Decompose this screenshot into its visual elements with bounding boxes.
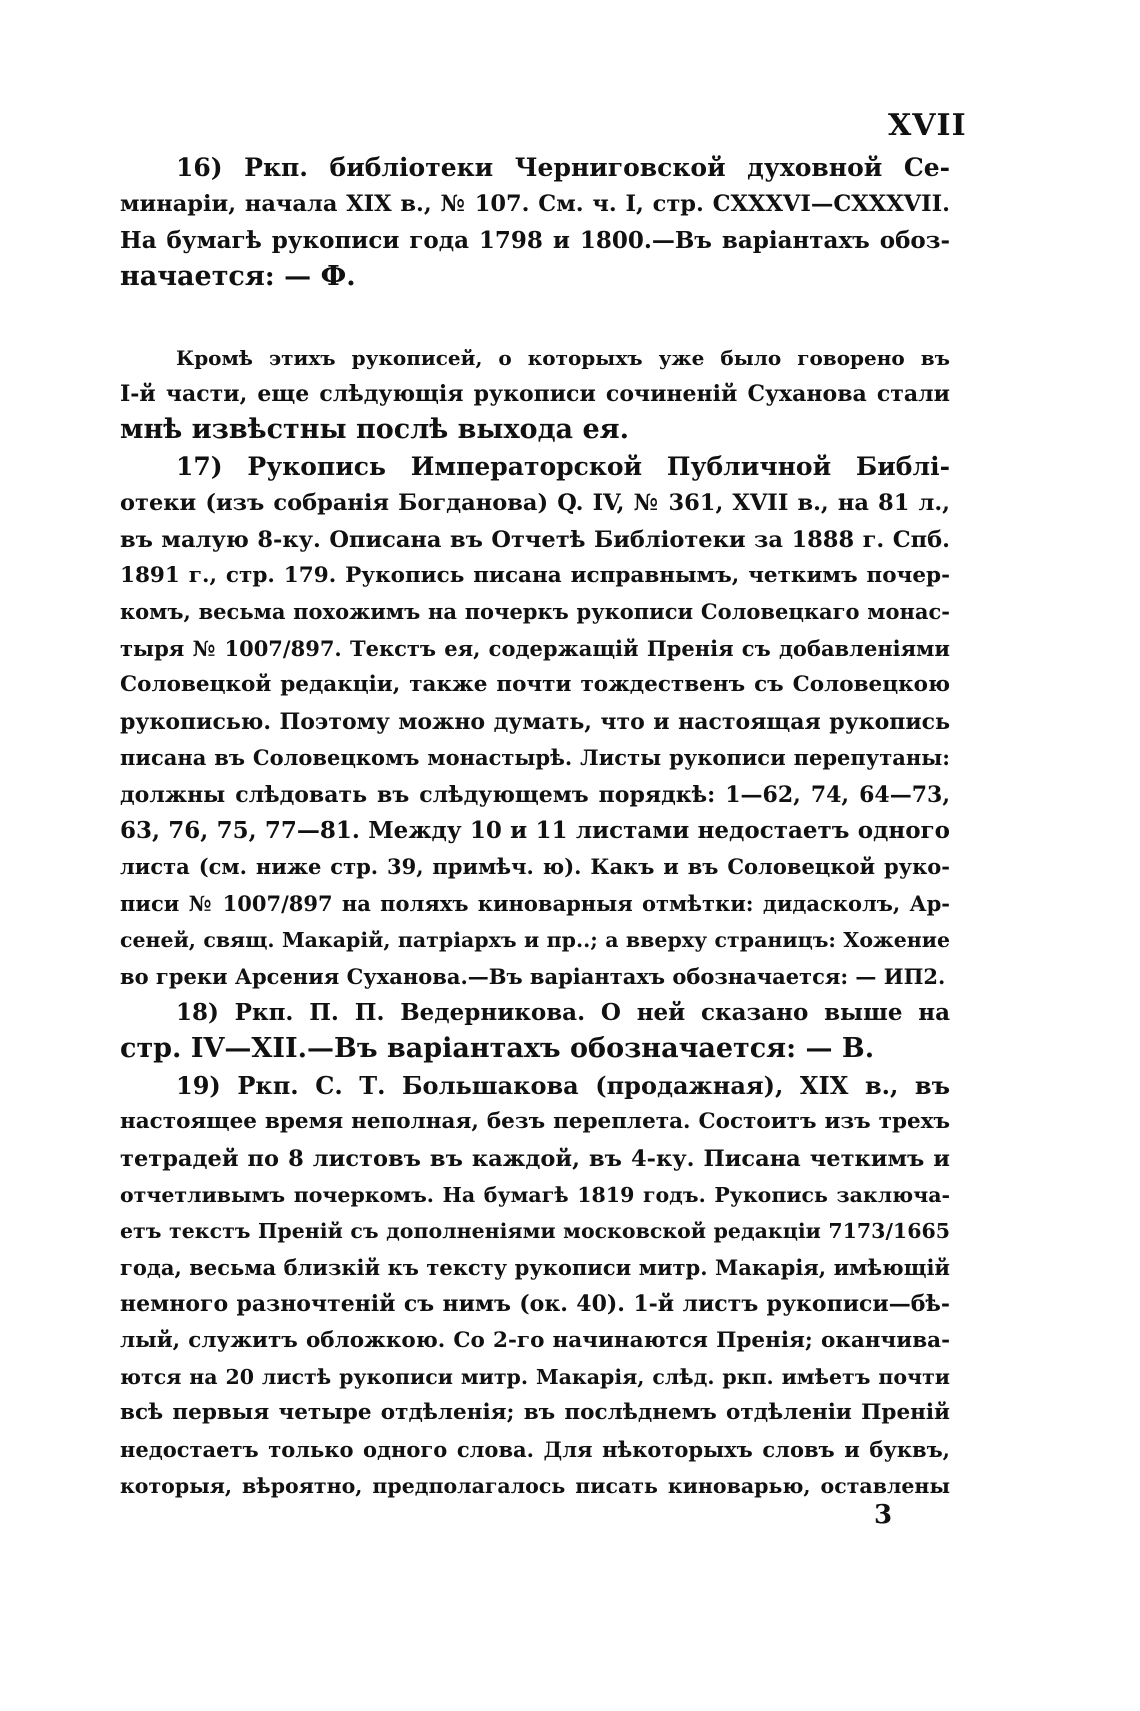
text-line: лый, служитъ обложкою. Со 2-го начинаются Пренія; оканчива- (120, 1327, 950, 1353)
paragraph-gap (120, 296, 950, 340)
paragraph-19 (120, 1068, 950, 1505)
paragraph-18 (120, 995, 950, 1068)
text-line: писи № 1007/897 на поляхъ киноварныя отмѣтки: дидасколъ, Ар- (120, 890, 950, 916)
text-line: рукописью. Поэтому можно думать, что и настоящая рукопись (120, 708, 950, 735)
text-line: 16) Ркп. библіотеки Черниговской духовной Се- (176, 153, 950, 182)
paragraph-17 (120, 449, 950, 995)
text-line: 63, 76, 75, 77—81. Между 10 и 11 листами недостаетъ одного (120, 816, 950, 844)
text-line: мнѣ извѣстны послѣ выхода ея. (120, 414, 629, 446)
text-line: тетрадей по 8 листовъ въ каждой, въ 4-ку. Писана четкимъ и (120, 1145, 950, 1172)
text-line: листа (см. ниже стр. 39, примѣч. ю). Какъ и въ Соловецкой руко- (120, 854, 950, 880)
paragraph-16 (120, 150, 950, 296)
text-line: немного разночтеній съ нимъ (ок. 40). 1-й листъ рукописи—бѣ- (120, 1291, 950, 1318)
text-line: стр. IV—XII.—Въ варіантахъ обозначается: — В. (120, 1033, 875, 1065)
text-line: года, весьма близкій къ тексту рукописи митр. Макарія, имѣющій (120, 1254, 950, 1280)
text-line: во греки Арсения Суханова.—Въ варіантахъ обозначается: — ИП2. (120, 963, 946, 989)
text-line: ются на 20 листѣ рукописи митр. Макарія, слѣд. ркп. имѣетъ почти (120, 1365, 950, 1389)
text-line: начается: — Ф. (120, 261, 356, 293)
text-line: тыря № 1007/897. Текстъ ея, содержащій Пренія съ добавленіями (120, 635, 950, 661)
text-line: минаріи, начала XIX в., № 107. См. ч. I, стр. CXXXVI—CXXXVII. (120, 191, 950, 218)
text-line: всѣ первыя четыре отдѣленія; въ послѣднемъ отдѣленіи Преній (120, 1400, 950, 1426)
text-line: въ малую 8-ку. Описана въ Отчетѣ Библіотеки за 1888 г. Спб. (120, 526, 950, 553)
text-line: должны слѣдовать въ слѣдующемъ порядкѣ: 1—62, 74, 64—73, (120, 781, 950, 808)
text-line: Соловецкой редакціи, также почти тождественъ съ Соловецкою (120, 672, 950, 698)
text-line: Кромѣ этихъ рукописей, о которыхъ уже было говорено въ (176, 345, 950, 370)
text-line: На бумагѣ рукописи года 1798 и 1800.—Въ варіантахъ обоз- (120, 226, 950, 254)
page-folio: XVII (888, 108, 967, 143)
text-line: отеки (изъ собранія Богданова) Q. IV, № 361, XVII в., на 81 л., (120, 490, 950, 517)
text-line: 18) Ркп. П. П. Ведерникова. О ней сказано выше на (176, 998, 950, 1026)
text-line: недостаетъ только одного слова. Для нѣкоторыхъ словъ и буквъ, (120, 1436, 950, 1462)
page-body (120, 150, 950, 1505)
text-line: настоящее время неполная, безъ переплета. Состоитъ изъ трехъ (120, 1109, 950, 1135)
printer-signature-mark: 3 (874, 1500, 893, 1530)
text-line: писана въ Соловецкомъ монастырѣ. Листы рукописи перепутаны: (120, 745, 950, 771)
text-line: комъ, весьма похожимъ на почеркъ рукописи Соловецкаго монас- (120, 599, 950, 625)
text-line: которыя, вѣроятно, предполагалось писать киноварью, оставлены (120, 1474, 950, 1499)
text-line: етъ текстъ Преній съ дополненіями московской редакціи 7173/1665 (120, 1219, 950, 1244)
text-line: 17) Рукопись Императорской Публичной Библі- (176, 451, 950, 481)
text-line: I-й части, еще слѣдующія рукописи сочиненій Суханова стали (120, 381, 950, 408)
paragraph-intro (120, 340, 950, 449)
text-line: сеней, свящ. Макарій, патріархъ и пр..; а вверху страницъ: Хожение (120, 928, 950, 953)
text-line: 19) Ркп. С. Т. Большакова (продажная), XIX в., въ (176, 1070, 950, 1100)
text-line: 1891 г., стр. 179. Рукопись писана исправнымъ, четкимъ почер- (120, 563, 950, 589)
text-line: отчетливымъ почеркомъ. На бумагѣ 1819 годъ. Рукопись заключа- (120, 1182, 950, 1207)
